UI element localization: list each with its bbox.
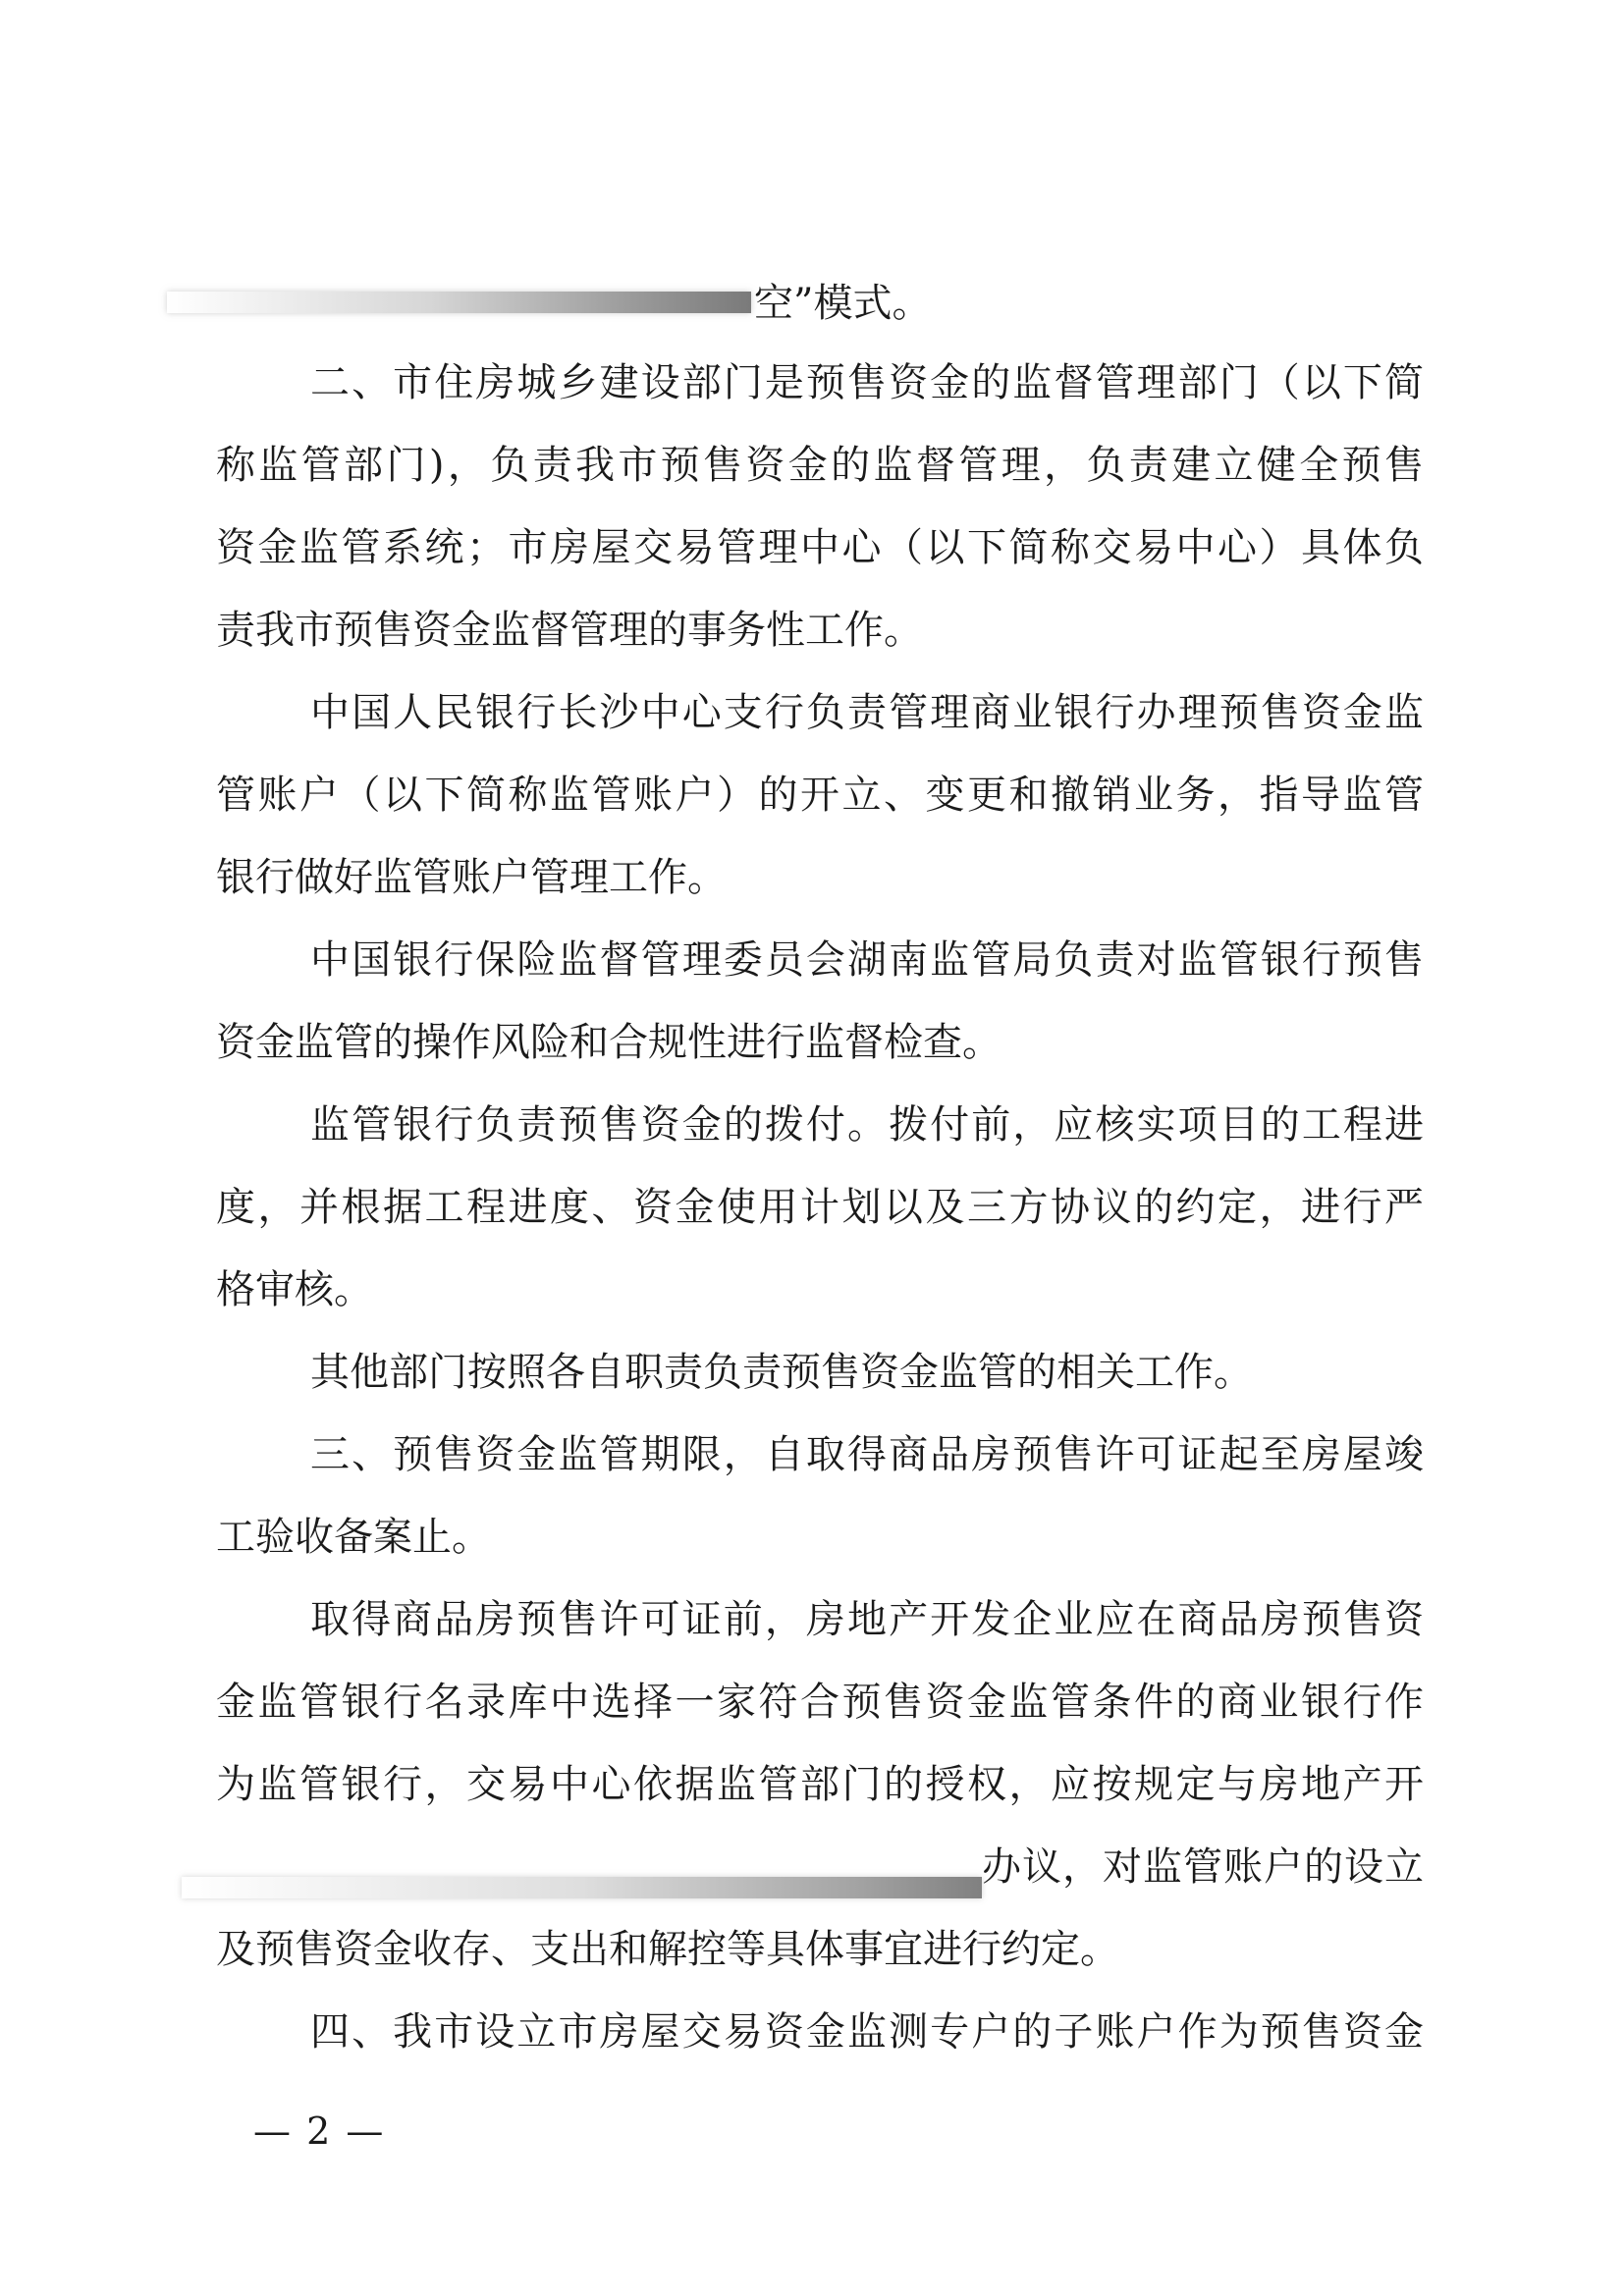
text-line-14: 其他部门按照各自职责负责预售资金监管的相关工作。	[310, 1350, 1253, 1395]
text-line-10: 资金监管的操作风险和合规性进行监督检查。	[216, 1020, 1001, 1065]
text-line-18: 金监管银行名录库中选择一家符合预售资金监管条件的商业银行作	[216, 1680, 1424, 1725]
text-line-2: 二、市住房城乡建设部门是预售资金的监督管理部门（以下简	[310, 360, 1424, 405]
text-line-11: 监管银行负责预售资金的拨付。拨付前，应核实项目的工程进	[310, 1102, 1424, 1148]
text-line-8: 银行做好监管账户管理工作。	[216, 855, 727, 900]
page-number: — 2 —	[253, 2109, 386, 2153]
text-line-3: 称监管部门)，负责我市预售资金的监督管理，负责建立健全预售	[216, 443, 1424, 488]
text-line-9: 中国银行保险监督管理委员会湖南监管局负责对监管银行预售	[310, 937, 1424, 983]
text-line-5: 责我市预售资金监督管理的事务性工作。	[216, 608, 923, 653]
text-line-13: 格审核。	[216, 1267, 373, 1312]
text-line-19: 为监管银行，交易中心依据监管部门的授权，应按规定与房地产开	[216, 1762, 1424, 1807]
text-line-6: 中国人民银行长沙中心支行负责管理商业银行办理预售资金监	[310, 690, 1424, 735]
text-line-1: 空”模式。	[754, 281, 932, 326]
text-line-15: 三、预售资金监管期限，自取得商品房预售许可证起至房屋竣	[310, 1432, 1424, 1477]
text-line-20: 办议，对监管账户的设立	[982, 1844, 1424, 1890]
text-line-7: 管账户（以下简称监管账户）的开立、变更和撤销业务，指导监管	[216, 773, 1424, 818]
text-line-17: 取得商品房预售许可证前，房地产开发企业应在商品房预售资	[310, 1597, 1424, 1642]
text-line-16: 工验收备案止。	[216, 1515, 491, 1560]
text-line-21: 及预售资金收存、支出和解控等具体事宜进行约定。	[216, 1927, 1119, 1972]
text-line-12: 度，并根据工程进度、资金使用计划以及三方协议的约定，进行严	[216, 1185, 1424, 1230]
scan-fade-bar-bottom	[182, 1877, 982, 1898]
text-line-22: 四、我市设立市房屋交易资金监测专户的子账户作为预售资金	[310, 2009, 1424, 2055]
scan-fade-bar-top	[167, 292, 751, 313]
text-line-4: 资金监管系统；市房屋交易管理中心（以下简称交易中心）具体负	[216, 525, 1424, 570]
